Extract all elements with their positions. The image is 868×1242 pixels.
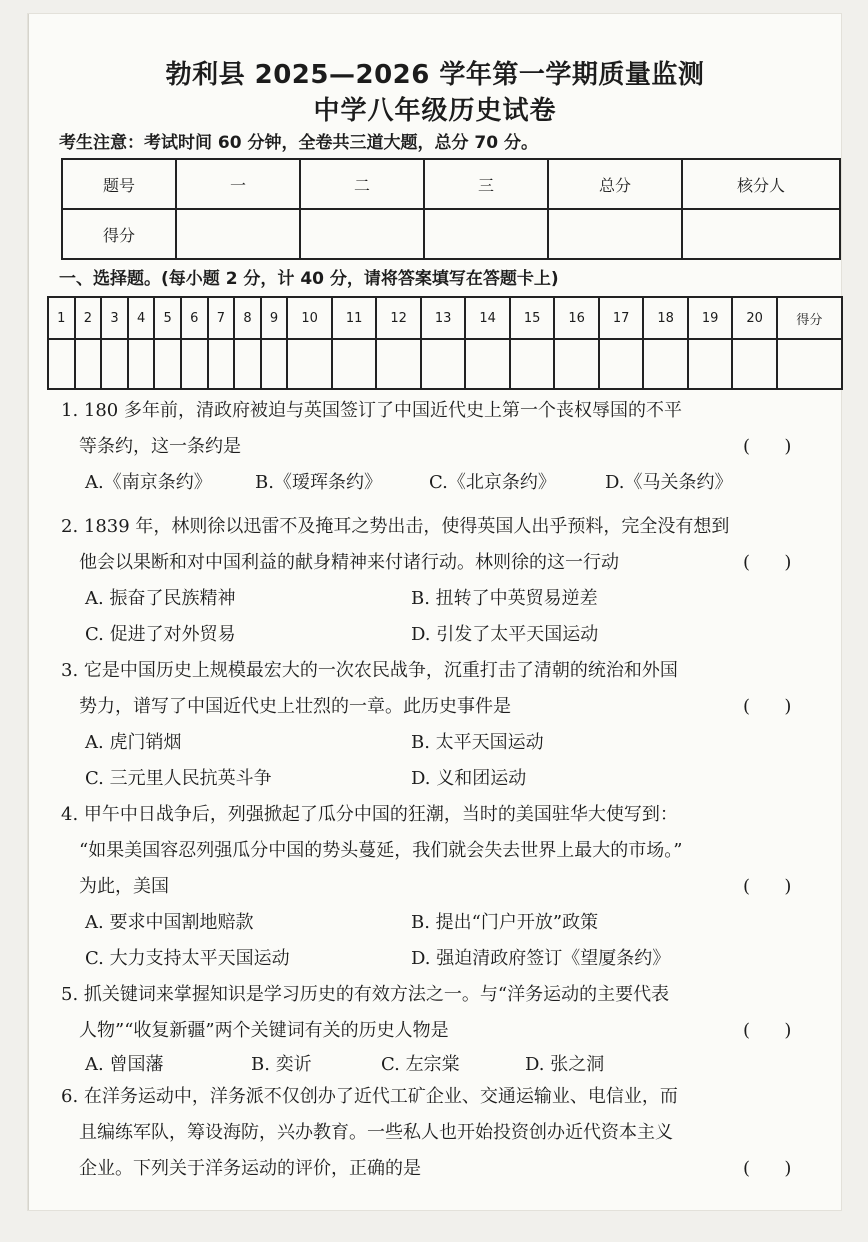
answer-input-cell[interactable] xyxy=(688,339,733,389)
answer-number-cell: 11 xyxy=(332,297,377,339)
exam-page xyxy=(28,14,841,1210)
answer-option: B. 扭转了中英贸易逆差 xyxy=(411,588,598,609)
answer-number-cell: 20 xyxy=(732,297,777,339)
answer-option: B. 奕䜣 xyxy=(251,1054,312,1075)
question-text-line: 人物”“收复新疆”两个关键词有关的历史人物是 xyxy=(79,1020,449,1041)
score-header-cell: 三 xyxy=(424,159,548,209)
answer-number-cell: 13 xyxy=(421,297,466,339)
answer-number-cell: 3 xyxy=(101,297,128,339)
answer-input-cell[interactable] xyxy=(421,339,466,389)
answer-input-cell[interactable] xyxy=(75,339,102,389)
answer-number-cell: 18 xyxy=(643,297,688,339)
answer-number-cell: 4 xyxy=(128,297,155,339)
question-text-line: 且编练军队，筹设海防，兴办教育。一些私人也开始投资创办近代资本主义 xyxy=(79,1122,673,1143)
answer-option: D. 义和团运动 xyxy=(411,768,527,789)
answer-number-cell: 8 xyxy=(234,297,261,339)
answer-number-cell: 7 xyxy=(208,297,235,339)
answer-number-cell: 14 xyxy=(465,297,510,339)
answer-option: C. 三元里人民抗英斗争 xyxy=(85,768,272,789)
answer-option: D. 张之洞 xyxy=(525,1054,605,1075)
question-text-line: 6. 在洋务运动中，洋务派不仅创办了近代工矿企业、交通运输业、电信业，而 xyxy=(61,1086,678,1107)
score-input-cell[interactable] xyxy=(682,209,840,259)
question-text-line: 他会以果断和对中国利益的献身精神来付诸行动。林则徐的这一行动 xyxy=(79,552,619,573)
question-text-line: 势力，谱写了中国近代史上壮烈的一章。此历史事件是 xyxy=(79,696,511,717)
exam-title: 勃利县 2025—2026 学年第一学期质量监测 xyxy=(165,60,705,90)
answer-input-cell[interactable] xyxy=(554,339,599,389)
answer-bracket[interactable]: ( ) xyxy=(743,436,792,457)
question-text-line: 1. 180 多年前，清政府被迫与英国签订了中国近代史上第一个丧权辱国的不平 xyxy=(61,400,682,421)
answer-grid xyxy=(47,296,843,390)
answer-input-cell[interactable] xyxy=(128,339,155,389)
question-text-line: 为此，美国 xyxy=(79,876,169,897)
answer-number-cell: 5 xyxy=(154,297,181,339)
answer-option: A.《南京条约》 xyxy=(85,472,212,493)
answer-input-cell[interactable] xyxy=(48,339,75,389)
answer-number-cell: 19 xyxy=(688,297,733,339)
answer-option: A. 曾国藩 xyxy=(85,1054,164,1075)
answer-input-cell[interactable] xyxy=(261,339,288,389)
answer-input-cell[interactable] xyxy=(234,339,261,389)
answer-input-cell[interactable] xyxy=(510,339,555,389)
answer-bracket[interactable]: ( ) xyxy=(743,1020,792,1041)
answer-input-cell[interactable] xyxy=(101,339,128,389)
answer-bracket[interactable]: ( ) xyxy=(743,1158,792,1179)
question-text-line: 3. 它是中国历史上规模最宏大的一次农民战争，沉重打击了清朝的统治和外国 xyxy=(61,660,678,681)
score-row-label: 得分 xyxy=(62,209,176,259)
score-input-cell[interactable] xyxy=(300,209,424,259)
answer-option: C.《北京条约》 xyxy=(429,472,556,493)
score-header-cell: 总分 xyxy=(548,159,682,209)
question-text-line: 5. 抓关键词来掌握知识是学习历史的有效方法之一。与“洋务运动的主要代表 xyxy=(61,984,670,1005)
question-text-line: 企业。下列关于洋务运动的评价，正确的是 xyxy=(79,1158,421,1179)
answer-bracket[interactable]: ( ) xyxy=(743,876,792,897)
question-text-line: 4. 甲午中日战争后，列强掀起了瓜分中国的狂潮，当时的美国驻华大使写到： xyxy=(61,804,678,825)
answer-number-cell: 12 xyxy=(376,297,421,339)
answer-number-cell: 9 xyxy=(261,297,288,339)
answer-option: D. 引发了太平天国运动 xyxy=(411,624,599,645)
answer-option: B.《瑷珲条约》 xyxy=(255,472,382,493)
answer-option: C. 左宗棠 xyxy=(381,1054,460,1075)
answer-score-label: 得分 xyxy=(777,297,842,339)
answer-option: D.《马关条约》 xyxy=(605,472,733,493)
question-text-line: 2. 1839 年，林则徐以迅雷不及掩耳之势出击，使得英国人出乎预料，完全没有想到 xyxy=(61,516,730,537)
answer-number-cell: 2 xyxy=(75,297,102,339)
answer-input-cell[interactable] xyxy=(465,339,510,389)
answer-input-cell[interactable] xyxy=(376,339,421,389)
score-header-cell: 核分人 xyxy=(682,159,840,209)
answer-option: C. 大力支持太平天国运动 xyxy=(85,948,290,969)
answer-number-cell: 6 xyxy=(181,297,208,339)
answer-number-cell: 15 xyxy=(510,297,555,339)
answer-input-cell[interactable] xyxy=(732,339,777,389)
answer-option: A. 要求中国割地赔款 xyxy=(85,912,254,933)
question-text-line: “如果美国容忍列强瓜分中国的势头蔓延，我们就会失去世界上最大的市场。” xyxy=(79,840,683,861)
answer-number-cell: 10 xyxy=(287,297,332,339)
score-header-cell: 二 xyxy=(300,159,424,209)
answer-input-cell[interactable] xyxy=(332,339,377,389)
answer-number-cell: 1 xyxy=(48,297,75,339)
score-table xyxy=(61,158,841,260)
answer-input-cell[interactable] xyxy=(208,339,235,389)
score-header-cell: 题号 xyxy=(62,159,176,209)
answer-option: C. 促进了对外贸易 xyxy=(85,624,236,645)
score-input-cell[interactable] xyxy=(548,209,682,259)
exam-notice: 考生注意：考试时间 60 分钟，全卷共三道大题，总分 70 分。 xyxy=(59,133,538,153)
answer-bracket[interactable]: ( ) xyxy=(743,552,792,573)
score-input-cell[interactable] xyxy=(424,209,548,259)
section-heading: 一、选择题。(每小题 2 分，计 40 分，请将答案填写在答题卡上) xyxy=(59,269,559,289)
answer-number-cell: 17 xyxy=(599,297,644,339)
answer-input-cell[interactable] xyxy=(181,339,208,389)
score-header-cell: 一 xyxy=(176,159,300,209)
answer-input-cell[interactable] xyxy=(599,339,644,389)
answer-option: D. 强迫清政府签订《望厦条约》 xyxy=(411,948,671,969)
answer-input-cell[interactable] xyxy=(154,339,181,389)
question-text-line: 等条约，这一条约是 xyxy=(79,436,241,457)
answer-option: B. 提出“门户开放”政策 xyxy=(411,912,599,933)
answer-option: A. 振奋了民族精神 xyxy=(85,588,236,609)
exam-subtitle: 中学八年级历史试卷 xyxy=(313,96,557,126)
answer-score-cell[interactable] xyxy=(777,339,842,389)
answer-number-cell: 16 xyxy=(554,297,599,339)
answer-input-cell[interactable] xyxy=(287,339,332,389)
answer-option: A. 虎门销烟 xyxy=(85,732,182,753)
answer-option: B. 太平天国运动 xyxy=(411,732,544,753)
answer-bracket[interactable]: ( ) xyxy=(743,696,792,717)
score-input-cell[interactable] xyxy=(176,209,300,259)
answer-input-cell[interactable] xyxy=(643,339,688,389)
